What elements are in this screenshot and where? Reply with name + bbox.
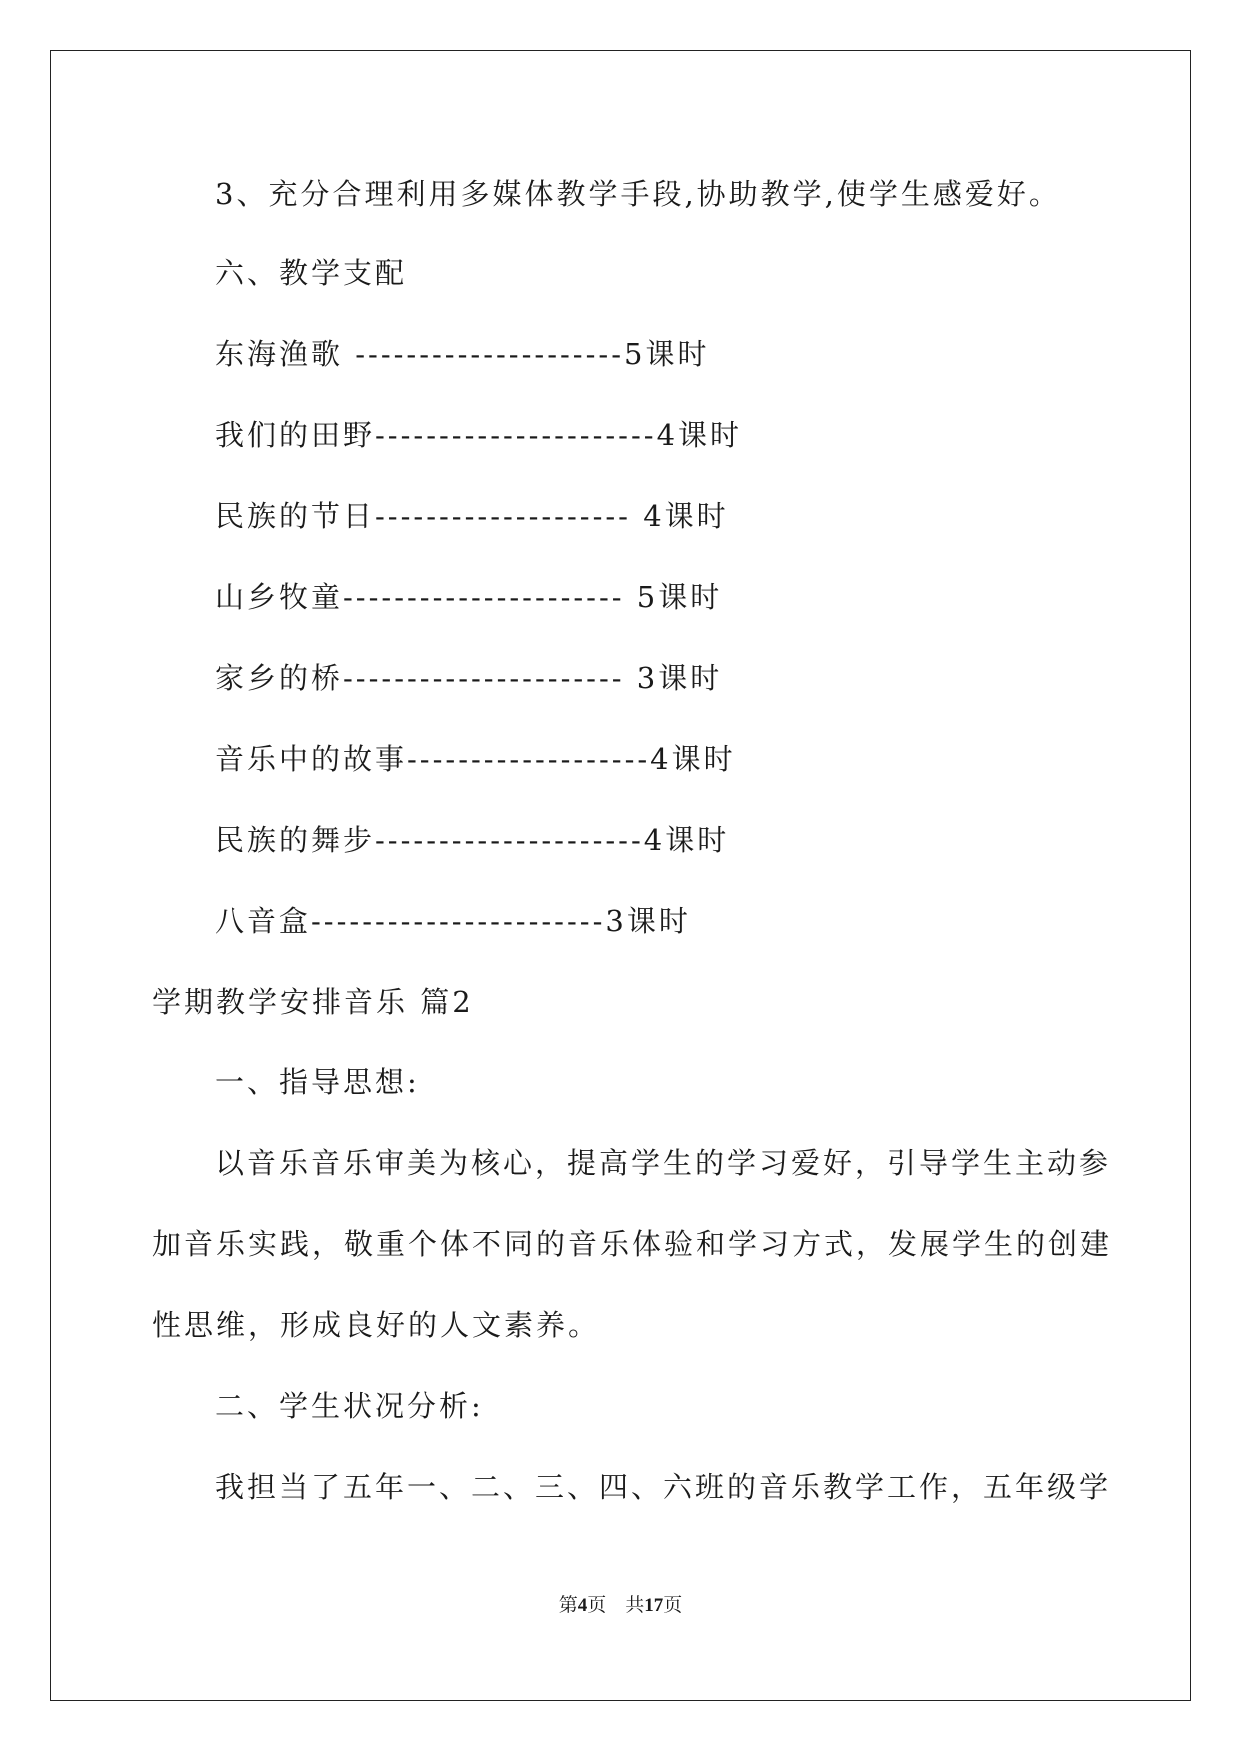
schedule-row: 民族的舞步---------------------4课时 bbox=[215, 823, 730, 857]
schedule-row: 东海渔歌 ---------------------5课时 bbox=[215, 337, 710, 371]
page-number: 4 bbox=[577, 1595, 588, 1616]
schedule-row: 山乡牧童---------------------- 5课时 bbox=[215, 580, 723, 614]
schedule-row: 我们的田野----------------------4课时 bbox=[215, 418, 743, 452]
footer-prefix: 第 bbox=[558, 1595, 578, 1616]
schedule-row: 民族的节日-------------------- 4课时 bbox=[215, 499, 729, 533]
list-item: 3、充分合理利用多媒体教学手段,协助教学,使学生感爱好。 bbox=[215, 177, 1061, 211]
paragraph-line: 性思维，形成良好的人文素养。 bbox=[152, 1308, 601, 1342]
page-border bbox=[50, 50, 1191, 1701]
section-heading: 一、指导思想: bbox=[215, 1065, 420, 1099]
section-heading: 六、教学支配 bbox=[215, 256, 408, 290]
footer-suffix: 页 bbox=[663, 1595, 683, 1616]
schedule-row: 家乡的桥---------------------- 3课时 bbox=[215, 661, 723, 695]
paragraph-line: 以音乐音乐审美为核心，提高学生的学习爱好，引导学生主动参 bbox=[215, 1146, 1112, 1180]
schedule-row: 八音盒-----------------------3课时 bbox=[215, 904, 691, 938]
section-heading: 二、学生状况分析: bbox=[215, 1389, 484, 1423]
paragraph-line: 我担当了五年一、二、三、四、六班的音乐教学工作，五年级学 bbox=[215, 1470, 1112, 1504]
schedule-row: 音乐中的故事-------------------4课时 bbox=[215, 742, 736, 776]
article-title: 学期教学安排音乐 篇2 bbox=[152, 985, 474, 1019]
page-footer bbox=[0, 1593, 1241, 1619]
page-total: 17 bbox=[644, 1595, 664, 1616]
footer-mid: 页 共 bbox=[587, 1595, 645, 1616]
paragraph-line: 加音乐实践，敬重个体不同的音乐体验和学习方式，发展学生的创建 bbox=[152, 1227, 1113, 1261]
